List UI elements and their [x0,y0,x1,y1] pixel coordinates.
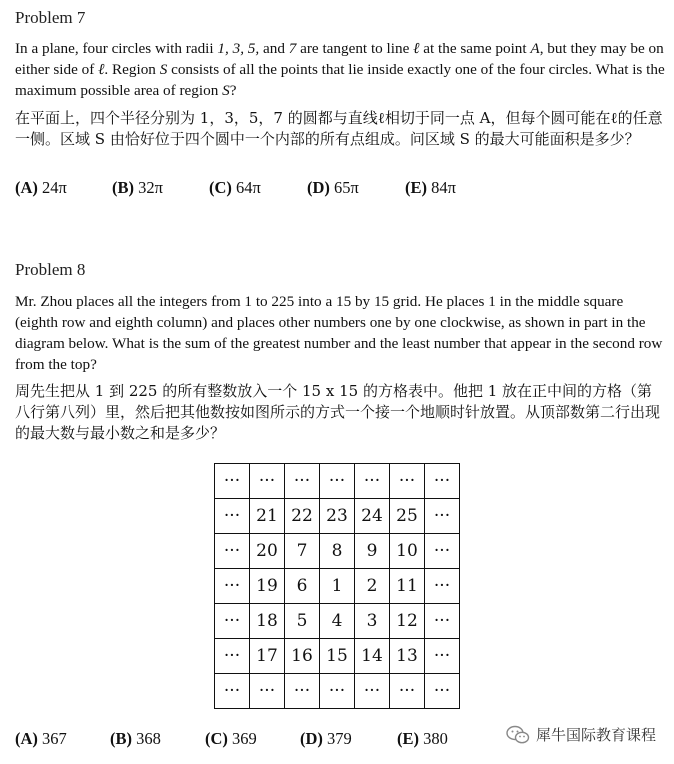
grid-cell: 25 [390,499,425,534]
grid-cell: 5 [285,604,320,639]
grid-cell: ··· [215,499,250,534]
grid-cell: ··· [215,569,250,604]
grid-cell: 24 [355,499,390,534]
grid-cell: ··· [425,639,460,674]
grid-cell: 1 [320,569,355,604]
grid-cell: 4 [320,604,355,639]
choice-a[interactable]: (A) 24π [15,178,67,197]
choice-d[interactable]: (D) 379 [300,729,352,748]
grid-cell: 15 [320,639,355,674]
problem-7-choices [15,178,456,198]
grid-cell: ··· [215,464,250,499]
grid-row [215,464,460,499]
grid-cell: 12 [390,604,425,639]
watermark-text: 犀牛国际教育课程 [535,726,656,744]
grid-cell: ··· [215,604,250,639]
grid-cell: ··· [425,569,460,604]
grid-cell: 6 [285,569,320,604]
grid-cell: ··· [425,604,460,639]
grid-cell: 19 [250,569,285,604]
grid-cell: ··· [425,534,460,569]
problem-8-title: Problem 8 [15,260,86,279]
wechat-icon [506,725,530,745]
choice-b[interactable]: (B) 32π [112,178,163,197]
grid-cell: ··· [320,464,355,499]
spiral-grid [214,463,460,709]
grid-cell: 23 [320,499,355,534]
grid-cell: ··· [355,464,390,499]
grid-cell: ··· [390,674,425,709]
grid-cell: 22 [285,499,320,534]
grid-cell: ··· [215,639,250,674]
grid-cell: 17 [250,639,285,674]
grid-cell: 11 [390,569,425,604]
grid-row [215,604,460,639]
grid-cell: 3 [355,604,390,639]
problem-8-choices [15,729,448,749]
grid-cell: 20 [250,534,285,569]
grid-cell: ··· [285,674,320,709]
grid-cell: ··· [320,674,355,709]
grid-cell: 16 [285,639,320,674]
choice-c[interactable]: (C) 369 [205,729,257,748]
problem-7-english: In a plane, four circles with radii 1, 3, 5, and 7 are tangent to line ℓ at the same point A, but they may be on either side of ℓ. Region S consists of all the points that lie inside exactly one of the four circles. What is the maximum possible area of region S? [15,40,665,99]
choice-d[interactable]: (D) 65π [307,178,359,197]
grid-cell: ··· [425,464,460,499]
grid-cell: ··· [215,534,250,569]
grid-cell: 14 [355,639,390,674]
grid-row [215,674,460,709]
problem-8-chinese: 周先生把从 1 到 225 的所有整数放入一个 15 x 15 的方格表中。他把 1 放在正中间的方格（第八行第八列）里，然后把其他数按如图所示的方式一个接一个地顺时针放置。从顶部数第二行出现的最大数与最小数之和是多少？ [15,382,661,442]
choice-e[interactable]: (E) 380 [397,729,448,748]
grid-cell: 7 [285,534,320,569]
choice-e[interactable]: (E) 84π [405,178,456,197]
grid-cell: ··· [250,674,285,709]
grid-cell: 9 [355,534,390,569]
grid-cell: ··· [250,464,285,499]
problem-7-chinese: 在平面上，四个半径分别为 1，3，5，7 的圆都与直线ℓ相切于同一点 A，但每个圆可能在ℓ的任意一侧。区域 S 由恰好位于四个圆中一个内部的所有点组成。问区域 S 的最大可能面积是多少？ [15,109,663,148]
choice-a[interactable]: (A) 367 [15,729,67,748]
grid-cell: 13 [390,639,425,674]
problem-8-english: Mr. Zhou places all the integers from 1 to 225 into a 15 by 15 grid. He places 1 in the middle square (eighth row and eighth column) and places other numbers one by one clockwise, as shown in part in the diagram below. What is the sum of the greatest number and the least number that appear in the second row from the top? [15,293,663,373]
choice-c[interactable]: (C) 64π [209,178,261,197]
grid-cell: 21 [250,499,285,534]
grid-cell: 18 [250,604,285,639]
grid-cell: ··· [355,674,390,709]
grid-row [215,639,460,674]
grid-cell: 8 [320,534,355,569]
grid-cell: ··· [285,464,320,499]
grid-cell: ··· [390,464,425,499]
grid-row [215,569,460,604]
grid-cell: 2 [355,569,390,604]
grid-row [215,534,460,569]
grid-cell: ··· [425,674,460,709]
grid-cell: ··· [215,674,250,709]
choice-b[interactable]: (B) 368 [110,729,161,748]
grid-row [215,499,460,534]
watermark [506,724,656,745]
problem-7-title: Problem 7 [15,8,86,27]
grid-cell: 10 [390,534,425,569]
grid-cell: ··· [425,499,460,534]
